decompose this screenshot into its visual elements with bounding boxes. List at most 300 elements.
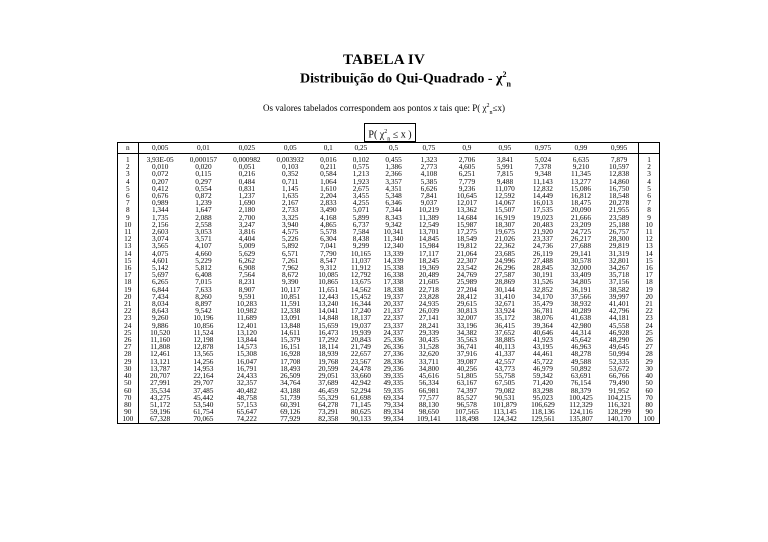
table-cell: 0,584 [320,169,337,179]
table-cell: 39,335 [383,371,404,381]
table-cell: 4,575 [282,227,299,237]
row-label-n-right: 3 [639,170,660,177]
table-cell: 16,013 [532,198,553,208]
table-cell: 18,307 [494,219,515,229]
table-cell: 35,563 [456,335,477,345]
table-cell: 9,037 [420,198,438,208]
col-header-probability: 0,01 [182,143,225,154]
table-cell: 21,666 [570,212,591,222]
table-cell: 59,342 [532,371,553,381]
table-cell: 11,591 [280,299,301,309]
table-cell: 1,647 [195,205,212,215]
table-cell: 0,003932 [276,155,304,164]
row-label-n-right: 100 [639,415,660,423]
row-label-n: 9 [118,214,139,221]
table-cell: 38,932 [570,299,591,309]
table-cell: 39,087 [456,356,477,366]
table-cell: 12,792 [350,270,371,280]
table-cell: 7,790 [320,248,337,258]
prob-header-end: ≤ x ) [390,129,412,141]
table-cell: 16,928 [280,349,301,359]
table-cell: 15,452 [350,291,371,301]
row-label-n-right: 13 [639,242,660,249]
table-cell: 10,196 [193,313,214,323]
table-cell: 3,565 [151,241,169,251]
table-cell: 41,337 [494,349,515,359]
table-cell: 2,088 [195,212,212,222]
table-cell: 51,739 [280,392,301,402]
table-cell: 18,245 [418,255,439,265]
row-label-n: 25 [118,329,139,336]
table-cell: 32,357 [236,378,257,388]
table-cell: 19,768 [318,356,339,366]
table-cell: 8,034 [151,299,169,309]
table-cell: 17,535 [532,205,553,215]
table-cell: 24,433 [236,371,257,381]
table-cell: 14,573 [236,342,257,352]
table-cell: 1,213 [352,169,370,179]
row-label-n: 14 [118,250,139,257]
table-cell: 41,401 [609,299,630,309]
table-cell: 46,963 [570,342,591,352]
table-cell: 0,051 [238,162,256,172]
table-cell: 13,120 [236,327,257,337]
row-label-n-right: 60 [639,387,660,394]
table-cell: 7,378 [534,162,552,172]
table-cell: 8,672 [282,270,299,280]
table-cell: 5,142 [151,263,169,273]
table-cell: 12,340 [383,241,404,251]
table-cell: 96,578 [456,399,477,409]
table-cell: 18,475 [570,198,591,208]
table-cell: 11,160 [150,335,171,345]
table-cell: 42,796 [609,306,630,316]
table-cell: 69,126 [280,407,301,417]
table-cell: 29,141 [570,248,591,258]
row-label-n-right: 25 [639,329,660,336]
table-cell: 27,204 [456,284,477,294]
table-cell: 0,831 [238,183,256,193]
table-cell: 22,718 [418,284,439,294]
table-cell: 13,787 [150,363,171,373]
row-label-n-right: 2 [639,163,660,170]
table-cell: 12,549 [418,219,439,229]
table-cell: 29,615 [456,299,477,309]
table-cell: 27,141 [418,313,439,323]
table-cell: 24,725 [570,227,591,237]
table-cell: 7,434 [151,291,169,301]
table-cell: 17,117 [418,248,439,258]
row-label-n-right: 6 [639,192,660,199]
row-label-n-right: 1 [639,154,660,164]
table-cell: 50,994 [609,349,630,359]
table-cell: 14,684 [456,212,477,222]
table-cell: 10,865 [318,277,339,287]
table-cell: 31,528 [418,342,439,352]
table-cell: 12,592 [494,191,515,201]
table-cell: 8,231 [238,277,256,287]
table-cell: 30,435 [418,335,439,345]
row-label-n: 6 [118,192,139,199]
table-cell: 49,588 [570,356,591,366]
table-cell: 2,733 [282,205,299,215]
table-cell: 24,736 [532,241,553,251]
table-cell: 52,335 [609,356,630,366]
table-cell: 28,300 [609,234,630,244]
table-cell: 39,364 [532,320,553,330]
table-cell: 4,605 [458,162,476,172]
table-cell: 3,074 [151,234,169,244]
table-cell: 135,807 [562,415,600,423]
row-label-n: 21 [118,300,139,307]
table-cell: 7,815 [496,169,514,179]
table-cell: 79,082 [494,385,515,395]
col-header-probability: 0,95 [486,143,524,154]
table-cell: 4,255 [352,198,370,208]
table-cell: 20,337 [383,299,404,309]
row-label-n: 70 [118,394,139,401]
table-cell: 1,735 [151,212,169,222]
table-cell: 4,107 [195,241,212,251]
table-cell: 8,643 [151,306,169,316]
table-cell: 7,962 [282,263,299,273]
table-cell: 31,319 [609,248,630,258]
table-cell: 113,145 [493,407,517,417]
table-cell: 20,483 [532,219,553,229]
row-label-n: 13 [118,242,139,249]
table-cell: 35,479 [532,299,553,309]
table-cell: 1,237 [238,191,256,201]
table-cell: 40,256 [456,363,477,373]
table-cell: 4,404 [238,234,256,244]
table-cell: 29,819 [609,241,630,251]
table-cell: 9,342 [385,219,402,229]
table-cell: 6,635 [572,155,590,164]
table-cell: 8,897 [195,299,212,309]
table-cell: 12,017 [456,198,477,208]
row-label-n: 3 [118,170,139,177]
table-cell: 4,108 [420,169,438,179]
table-cell: 45,616 [418,371,439,381]
row-label-n-right: 10 [639,221,660,228]
row-label-n: 15 [118,257,139,264]
table-cell: 7,841 [420,191,438,201]
table-cell: 11,389 [418,212,439,222]
table-cell: 15,308 [236,349,257,359]
table-cell: 2,558 [195,219,212,229]
desc-text: Os valores tabelados correspondem aos pontos [263,103,434,113]
table-cell: 6,304 [320,234,337,244]
table-cell: 16,047 [236,356,257,366]
table-cell: 16,812 [570,191,591,201]
table-cell: 64,278 [318,399,339,409]
table-cell: 7,344 [385,205,402,215]
row-label-n-right: 40 [639,372,660,379]
col-header-probability: 0,9 [448,143,486,154]
table-cell: 40,646 [532,327,553,337]
prob-header-text: P( χ [368,129,385,141]
table-cell: 61,754 [193,407,214,417]
table-cell: 8,343 [385,212,402,222]
table-cell: 129,561 [524,415,562,423]
row-label-n-right: 8 [639,206,660,213]
table-cell: 7,879 [610,155,628,164]
row-label-n-right: 19 [639,286,660,293]
row-label-n: 28 [118,350,139,357]
table-body [118,154,660,424]
table-cell: 37,156 [609,277,630,287]
table-cell: 88,130 [418,399,439,409]
table-cell: 7,261 [282,255,299,265]
row-label-n: 8 [118,206,139,213]
table-cell: 13,675 [350,277,371,287]
table-cell: 9,236 [458,183,476,193]
table-cell: 34,800 [418,363,439,373]
table-cell: 99,334 [377,415,410,423]
table-cell: 5,071 [352,205,370,215]
table-cell: 34,764 [280,378,301,388]
table-cell: 9,591 [238,291,256,301]
chi-subscript: n [506,79,511,89]
table-cell: 33,711 [418,356,439,366]
table-cell: 14,953 [193,363,214,373]
table-cell: 37,485 [193,385,214,395]
table-cell: 63,167 [456,378,477,388]
table-cell: 59,335 [383,385,404,395]
table-cell: 6,737 [352,219,370,229]
table-cell: 22,307 [456,255,477,265]
table-cell: 34,267 [609,263,630,273]
table-cell: 0,676 [151,191,169,201]
table-cell: 1,344 [151,205,169,215]
table-cell: 37,916 [456,349,477,359]
table-cell: 38,582 [609,284,630,294]
table-cell: 1,323 [420,155,438,164]
row-label-n: 18 [118,278,139,285]
col-header-probability: 0,005 [138,143,182,154]
table-cell: 3,325 [282,212,299,222]
table-cell: 15,659 [318,320,339,330]
table-cell: 0,484 [238,176,256,186]
row-label-n-right: 28 [639,350,660,357]
table-cell: 30,144 [494,284,515,294]
table-cell: 6,408 [195,270,212,280]
table-cell: 23,828 [418,291,439,301]
table-cell: 19,675 [494,227,515,237]
row-label-n-right: 70 [639,394,660,401]
table-cell: 0,297 [195,176,212,186]
table-cell: 10,219 [418,205,439,215]
table-cell: 6,251 [458,169,476,179]
row-label-n: 4 [118,178,139,185]
table-cell: 0,352 [282,169,299,179]
table-cell: 26,119 [533,248,553,258]
row-label-n: 26 [118,336,139,343]
table-cell: 22,164 [193,371,214,381]
table-cell: 36,781 [532,306,553,316]
table-cell: 26,039 [418,306,439,316]
table-cell: 85,527 [456,392,477,402]
table-cell: 23,685 [494,248,515,258]
table-cell: 3,841 [496,155,514,164]
table-cell: 4,660 [195,248,212,258]
table-cell: 101,879 [493,399,517,409]
table-cell: 14,562 [350,284,371,294]
table-cell: 1,145 [282,183,299,193]
table-cell: 9,312 [320,263,337,273]
table-cell: 23,542 [456,263,477,273]
table-cell: 4,351 [385,183,402,193]
table-cell: 8,547 [320,255,337,265]
table-cell: 2,675 [352,183,370,193]
table-cell: 10,856 [193,320,214,330]
table-cell: 6,262 [238,255,256,265]
table-cell: 26,296 [494,263,515,273]
table-cell: 27,336 [383,349,404,359]
table-cell: 45,722 [532,356,553,366]
table-cell: 18,548 [609,191,630,201]
desc-tail: tais que: P( χ [437,103,487,113]
table-cell: 90,133 [345,415,378,423]
table-cell: 35,534 [150,385,171,395]
table-cell: 5,812 [195,263,212,273]
table-cell: 48,758 [236,392,257,402]
table-cell: 66,766 [609,371,630,381]
table-cell: 32,801 [609,255,630,265]
table-cell: 128,299 [607,407,631,417]
table-cell: 34,805 [570,277,591,287]
table-cell: 71,420 [532,378,553,388]
row-label-n: 5 [118,185,139,192]
table-cell: 24,996 [494,255,515,265]
row-label-n: 90 [118,408,139,415]
table-cell: 56,334 [418,378,439,388]
table-cell: 9,210 [572,162,590,172]
table-cell: 11,345 [571,169,591,179]
row-label-n-right: 90 [639,408,660,415]
row-label-n: 1 [118,154,139,164]
table-cell: 32,007 [456,313,477,323]
table-cell: 9,260 [151,313,169,323]
table-cell: 43,275 [150,392,171,402]
table-cell: 0,000982 [233,155,261,164]
table-cell: 11,689 [236,313,257,323]
table-cell: 48,278 [570,349,591,359]
row-label-n: 19 [118,286,139,293]
col-header-probability: 0,975 [524,143,562,154]
table-cell: 61,698 [350,392,371,402]
table-cell: 14,848 [318,313,339,323]
table-cell: 23,337 [383,320,404,330]
table-cell: 4,865 [320,219,337,229]
table-cell: 4,075 [151,248,169,258]
table-cell: 66,981 [418,385,439,395]
col-header-probability: 0,25 [345,143,378,154]
table-cell: 33,409 [570,270,591,280]
table-cell: 15,086 [570,183,591,193]
table-cell: 0,103 [282,162,299,172]
table-cell: 21,026 [494,234,515,244]
row-label-n: 40 [118,372,139,379]
table-cell: 7,564 [238,270,256,280]
table-cell: 118,498 [448,415,486,423]
table-cell: 43,188 [280,385,301,395]
col-header-probability: 0,5 [377,143,410,154]
table-cell: 98,650 [418,407,439,417]
table-cell: 55,758 [494,371,515,381]
row-label-n-right: 4 [639,178,660,185]
table-cell: 14,611 [280,327,301,337]
row-label-n-right: 23 [639,314,660,321]
row-label-n-right: 17 [639,271,660,278]
table-cell: 19,023 [532,212,553,222]
table-cell: 77,929 [269,415,312,423]
table-cell: 10,645 [456,191,477,201]
table-cell: 27,991 [150,378,171,388]
table-cell: 26,336 [383,342,404,352]
table-cell: 5,226 [282,234,299,244]
row-label-n: 2 [118,163,139,170]
row-label-n: 30 [118,365,139,372]
table-cell: 42,980 [570,320,591,330]
table-cell: 7,015 [195,277,212,287]
table-cell: 74,222 [225,415,268,423]
table-cell: 13,701 [418,227,439,237]
row-label-n-right: 18 [639,278,660,285]
table-cell: 9,299 [352,241,370,251]
table-cell: 0,455 [385,155,402,164]
table-cell: 31,410 [494,291,515,301]
table-cell: 8,260 [195,291,212,301]
table-cell: 38,885 [494,335,515,345]
table-cell: 57,153 [236,399,257,409]
row-label-n: 20 [118,293,139,300]
table-cell: 18,939 [318,349,339,359]
table-cell: 10,982 [236,306,257,316]
table-cell: 53,540 [193,399,214,409]
table-cell: 49,645 [609,342,630,352]
table-cell: 30,191 [532,270,553,280]
table-cell: 14,067 [494,198,515,208]
table-cell: 140,170 [600,415,639,423]
row-label-n-right: 16 [639,264,660,271]
table-cell: 40,113 [495,342,515,352]
table-cell: 22,362 [494,241,515,251]
table-cell: 18,338 [383,284,404,294]
table-cell: 3,490 [320,205,337,215]
row-label-n-right: 5 [639,185,660,192]
table-cell: 20,599 [318,363,339,373]
table-subtitle [300,70,560,88]
table-cell: 12,338 [280,306,301,316]
table-cell: 1,610 [320,183,337,193]
table-cell: 5,629 [238,248,256,258]
table-cell: 48,290 [609,335,630,345]
table-cell: 5,578 [320,227,337,237]
table-cell: 3,247 [238,219,256,229]
table-cell: 2,204 [320,191,337,201]
table-cell: 1,635 [282,191,299,201]
table-cell: 124,116 [569,407,593,417]
table-cell: 9,542 [195,306,212,316]
table-cell: 9,488 [496,176,514,186]
table-cell: 79,334 [383,399,404,409]
table-cell: 44,181 [609,313,630,323]
table-cell: 27,688 [570,241,591,251]
table-cell: 6,844 [151,284,169,294]
table-cell: 67,505 [494,378,515,388]
table-cell: 45,442 [193,392,214,402]
